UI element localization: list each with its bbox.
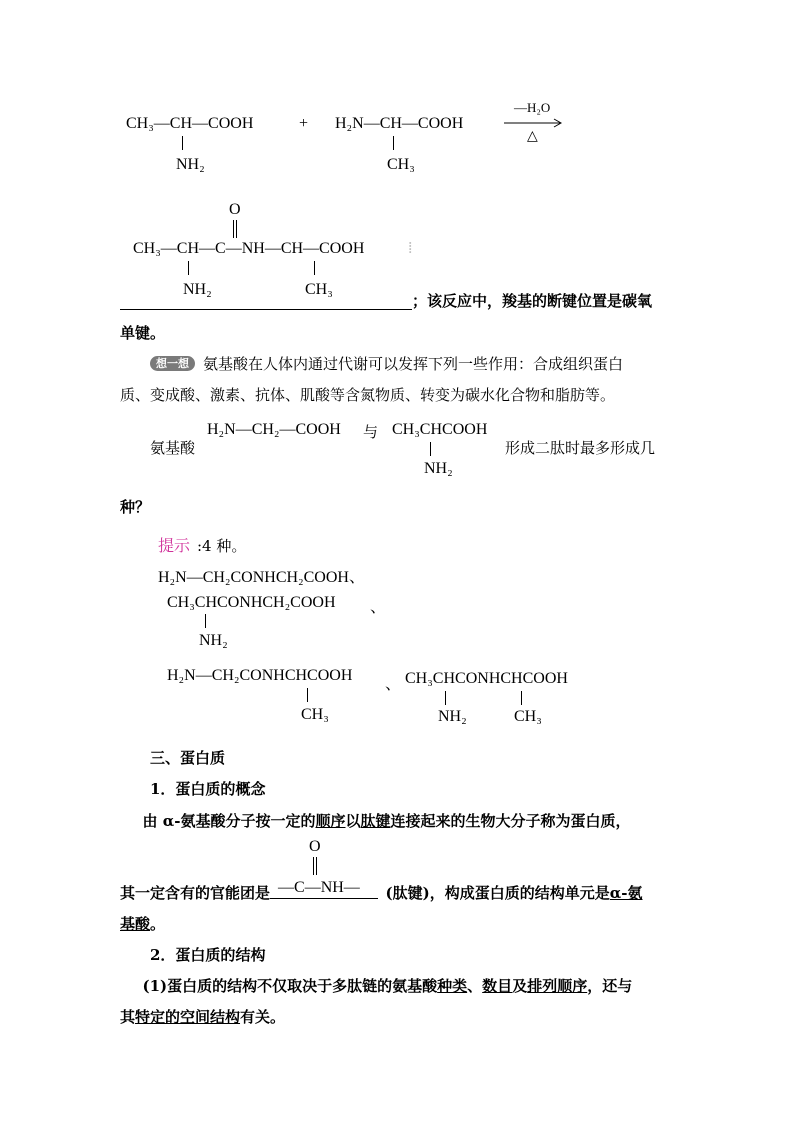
bond-line [188,261,189,275]
think-badge: 想一想 [150,356,195,371]
hint-label: 提示 [158,536,191,555]
double-bond-line [233,220,234,238]
p3-answer-kinds: 种类 [437,977,468,995]
p3-text: 及 [512,977,528,995]
question-suffix: 形成二肽时最多形成几 [505,439,656,457]
p1-text: 连接起来的生物大分子称为蛋白质， [390,812,631,830]
paragraph-2 [120,877,676,940]
bond-line [393,136,394,150]
p2-text: 其一定含有的官能团是 [120,884,271,902]
p2-answer-amino-acid-cont: 基酸 [120,915,151,933]
bond-line [445,691,446,705]
question-and: 与 [363,423,379,441]
bond-line [521,691,522,705]
bond-line [314,261,315,275]
bond-line [182,136,183,150]
answer-4-branch-2: CH₃ [514,708,542,725]
p2-text: (肽键)，构成蛋白质的结构单元是 [385,884,610,902]
think-text-1: 氨基酸在人体内通过代谢可以发挥下列一些作用：合成组织蛋白 [203,355,624,373]
p4-text: 有关。 [240,1008,286,1026]
p4-text: 其 [120,1008,136,1026]
arrow-condition-top: —H₂O [514,100,551,115]
p3-text: 、 [467,977,483,995]
p1-answer-order: 顺序 [315,812,346,830]
bond-line [205,614,206,628]
double-bond-line [313,857,314,875]
answer-1: H₂N—CH₂CONHCH₂COOH、 [158,569,365,586]
paragraph-1 [120,806,676,837]
arrow-condition-bottom: △ [527,129,538,144]
p2-text: 。 [150,915,166,933]
product-branch-2: CH₃ [305,281,333,298]
reaction-arrow-icon [504,118,564,128]
double-bond-line [316,857,317,875]
p3-answer-sequence: 排列顺序 [527,977,588,995]
p2-answer-peptide-group [270,877,378,899]
bond-line [430,442,431,456]
p1-text: 由 α-氨基酸分子按一定的 [142,812,316,830]
product-oxygen: O [229,201,241,218]
answer-underline [120,309,412,310]
product-branch-1: NH₂ [183,281,212,298]
answer-3-separator: 、 [385,676,402,693]
answer-3: H₂N—CH₂CONHCHCOOH [167,667,353,684]
p1-answer-peptide-bond: 肽键 [360,812,391,830]
reactant-1-branch: NH₂ [176,156,205,173]
question-formula-1: H₂N—CH₂—COOH [207,421,341,438]
peptide-oxygen: O [309,838,321,855]
p3-text: (1)蛋白质的结构不仅取决于多肽链的氨基酸 [142,977,438,995]
bond-line [307,688,308,702]
hint-text: :4 种。 [197,537,247,555]
reaction-note-cont: 单键。 [120,324,166,342]
answer-2-branch: NH₂ [199,632,228,649]
question-formula-2: CH₃CHCOOH [392,421,488,438]
p2-answer-amino-acid: α-氨 [609,884,643,902]
reactant-1-formula: CH₃—CH—COOH [126,115,254,132]
p1-text: 以 [345,812,361,830]
answer-4-branch-1: NH₂ [438,708,467,725]
question-prefix: 氨基酸 [150,439,196,457]
double-bond-line [236,220,237,238]
answer-3-branch: CH₃ [301,706,329,723]
reactant-2-branch: CH₃ [387,156,415,173]
peptide-formula: —C—NH— [278,879,360,896]
p3-text: ，还与 [587,977,633,995]
think-text-2: 质、变成酸、激素、抗体、肌酸等含氮物质、转变为碳水化合物和脂肪等。 [120,386,616,404]
plus-sign: + [299,115,309,132]
reaction-note: ；该反应中，羧基的断键位置是碳氧 [412,292,653,310]
subheading-1: 1．蛋白质的概念 [150,780,266,798]
subheading-2: 2．蛋白质的结构 [150,946,266,964]
p3-answer-number: 数目 [482,977,513,995]
p4-answer-spatial-structure: 特定的空间结构 [135,1008,241,1026]
paragraph-3 [120,971,676,1033]
faint-mark: ⁞ [408,238,413,257]
reactant-2-formula: H₂N—CH—COOH [335,115,464,132]
think-line-1 [150,349,623,379]
question-end: 种？ [120,498,151,516]
answer-2: CH₃CHCONHCH₂COOH [167,594,336,611]
question-formula-2-branch: NH₂ [424,460,453,477]
answer-4: CH₃CHCONHCHCOOH [405,670,568,687]
answer-2-separator: 、 [370,599,387,616]
section-heading: 三、蛋白质 [150,749,226,767]
product-formula: CH₃—CH—C—NH—CH—COOH [133,240,365,257]
